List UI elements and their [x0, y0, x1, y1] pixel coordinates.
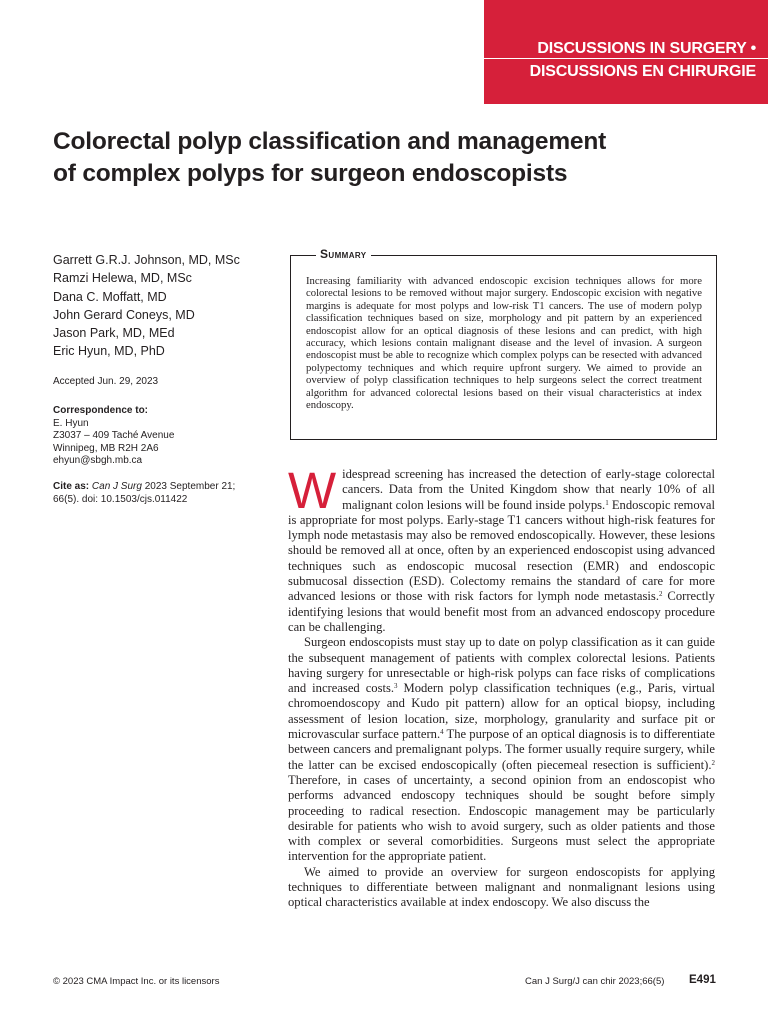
summary-box — [290, 247, 717, 440]
section-label-fr: DISCUSSIONS EN CHIRURGIE — [529, 63, 756, 80]
author-list — [53, 251, 283, 361]
author-name: Eric Hyun, MD, PhD — [53, 344, 165, 359]
cite-label: Cite as: — [53, 481, 90, 492]
author-name: Jason Park, MD, MEd — [53, 326, 175, 341]
citation-ref[interactable]: 2 — [658, 590, 663, 599]
correspondence-name: E. Hyun — [53, 417, 89, 429]
correspondence-address-line1: Z3037 – 409 Taché Avenue — [53, 430, 175, 441]
author-name: Ramzi Helewa, MD, MSc — [53, 271, 192, 286]
citation-block — [53, 481, 283, 506]
correspondence-block — [53, 405, 283, 468]
footer-journal: Can J Surg/J can chir 2023;66(5) — [525, 976, 665, 987]
body-paragraph-1: Widespread screening has increased the detection of early-stage colorectal cancers. Data from the United Kingdom show that nearly 10% of all malignant colon lesions will be found inside polyps.$^1$ Endoscopic removal is appropriate for most polyps. Early-stage T1 cancers without high-risk features for lymph node metastasis may also be removed endoscopically. However, these lesions should be removed all at once, often by an experienced endoscopist using advanced techniques such as endoscopic mucosal resection (EMR) and endoscopic submucosal dissection (ESD). Colectomy remains the standard of care for more advanced lesions or those with risk factors for lymph node metastasis.$^2$ Correctly identifying lesions that would benefit most from an advanced endoscopy procedure can be challenging. — [288, 462, 716, 634]
article-title — [53, 126, 753, 190]
banner-divider — [484, 58, 768, 59]
citation-ref[interactable]: 4 — [440, 728, 444, 737]
section-banner — [484, 0, 768, 104]
body-paragraph-2: Surgeon endoscopists must stay up to date on polyp classification as it can guide the subsequent management of patients with complex colorectal lesions. Patients having surgery for unresectable or high-risk polyps can face risks of complications and increased costs.$^3$ Modern polyp classification techniques (e.g., Paris, virtual chromoendoscopy and Kudo pit pattern) allow for an optical biopsy, including assessment of lesion location, size, morphology, granularity and surface pit or microvascular surface pattern.$^4$ The purpose of an optical diagnosis is to differentiate between cancers and premalignant polyps. The former usually require surgery, while the latter can be excised endoscopically (often piecemeal resection is sufficient).$^2$ Therefore, in cases of uncertainty, a second opinion from an endoscopist who performs advanced endoscopy techniques should be sought before simply proceeding to radical resection. Endoscopic management may be particularly desirable for patients who wish to avoid surgery, such as older patients and those with complex or several comorbidities. Surgeons must select the appropriate intervention for the appropriate patient. — [288, 635, 715, 864]
section-label-en: DISCUSSIONS IN SURGERY • — [537, 40, 756, 57]
cite-details-line2[interactable]: 66(5). doi: 10.1503/cjs.011422 — [53, 493, 188, 505]
cite-journal: Can J Surg — [91, 481, 142, 492]
correspondence-heading: Correspondence to: — [53, 405, 149, 416]
page-number: E491 — [689, 974, 716, 986]
citation-ref[interactable]: 2 — [711, 758, 715, 767]
author-name: John Gerard Coneys, MD — [53, 307, 195, 322]
body-paragraph-3: We aimed to provide an overview for surgeon endoscopists for applying techniques to differentiate between malignant and nonmalignant lesions using optical characteristics available at index endoscopy. We also discuss the — [288, 864, 715, 910]
article-body — [288, 462, 716, 911]
summary-text: Increasing familiarity with advanced endoscopic excision techniques allows for more colorectal lesions to be removed without major surgery. Endoscopic excision with negative margins is adequate for most polyps and low-risk T1 cancers. The use of modern polyp classification techniques based on size, morphology and pit pattern by an experienced endoscopist allow for an optical diagnosis of these lesions and can predict, with high accuracy, which lesions contain malignant disease and the level of invasion. A surgeon endoscopist must be able to recognize which complex polyps can be resected with advanced polypectomy techniques and which require upfront surgery. We aimed to provide an overview of polyp classification techniques to help surgeons select the correct treatment algorithm for advanced colorectal lesions based on their visual characteristics at index endoscopy. — [306, 275, 702, 412]
cite-details-line1: 2023 September 21; — [144, 481, 236, 492]
correspondence-email[interactable]: ehyun@sbgh.mb.ca — [53, 455, 143, 466]
drop-cap: W — [288, 462, 337, 519]
author-name: Dana C. Moffatt, MD — [53, 289, 167, 304]
summary-heading: Summary — [316, 247, 371, 261]
copyright-notice: © 2023 CMA Impact Inc. or its licensors — [53, 976, 220, 987]
correspondence-address-line2: Winnipeg, MB R2H 2A6 — [53, 442, 159, 454]
accepted-date: Accepted Jun. 29, 2023 — [53, 376, 159, 387]
title-line-2: of complex polyps for surgeon endoscopists — [53, 160, 568, 187]
citation-ref[interactable]: 1 — [605, 498, 609, 507]
title-line-1: Colorectal polyp classification and management — [53, 128, 607, 155]
citation-ref[interactable]: 3 — [394, 682, 398, 691]
author-name: Garrett G.R.J. Johnson, MD, MSc — [53, 253, 240, 267]
